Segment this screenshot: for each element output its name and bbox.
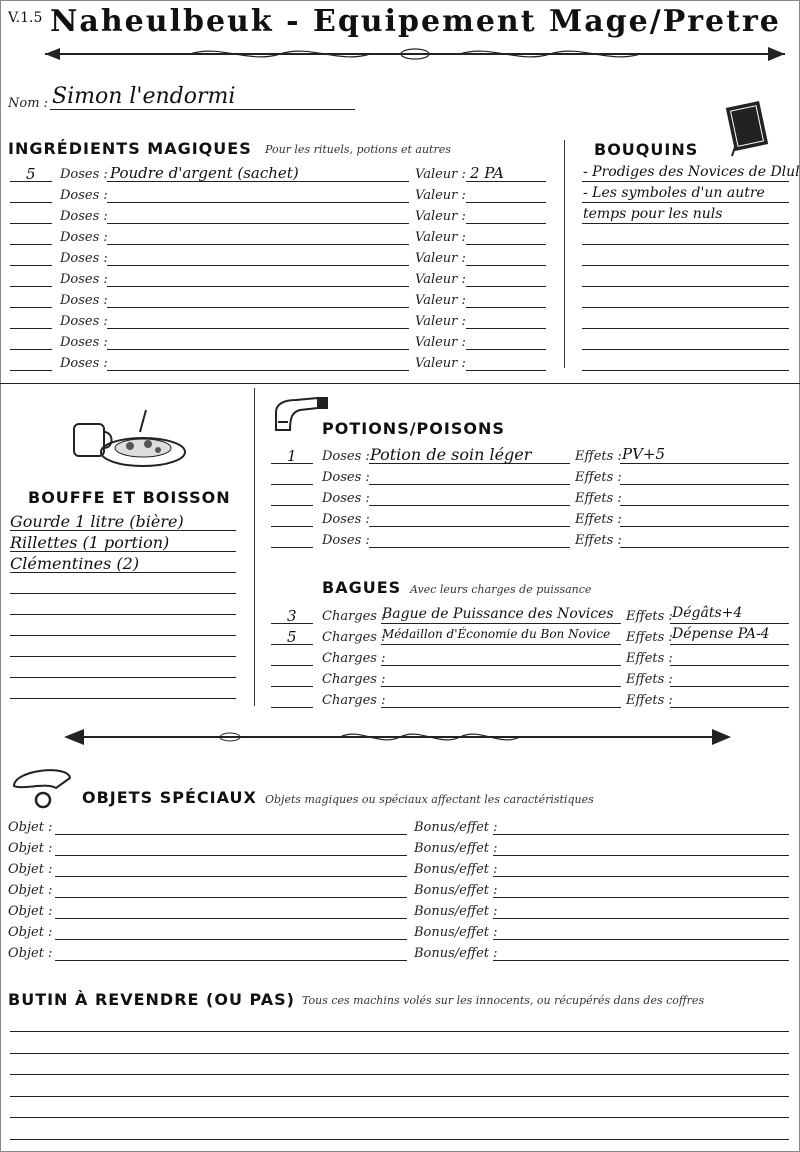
doses-label: Doses : [60, 335, 108, 350]
food-line [10, 614, 236, 615]
objet-line [55, 960, 407, 961]
objet-label: Objet : [8, 862, 53, 877]
valeur-line [466, 328, 546, 329]
doses-label: Doses : [322, 512, 370, 527]
food-heading: BOUFFE ET BOISSON [28, 488, 231, 507]
valeur-value[interactable]: 2 PA [470, 164, 504, 182]
charges-label: Charges : [322, 630, 386, 645]
ingredient-name-line [107, 307, 409, 308]
bague-effect-line [670, 707, 789, 708]
bouquin-line [582, 370, 789, 371]
effets-label: Effets : [626, 609, 673, 624]
food-line [10, 593, 236, 594]
bouquin-line [582, 244, 789, 245]
valeur-line [466, 286, 546, 287]
butin-line [10, 1074, 789, 1075]
bague-charges-line [271, 665, 313, 666]
butin-heading: BUTIN À REVENDRE (OU PAS) [8, 990, 295, 1009]
potion-name-line [369, 505, 570, 506]
food-entry[interactable]: Clémentines (2) [10, 554, 140, 573]
doses-label: Doses : [60, 356, 108, 371]
charges-label: Charges : [322, 609, 386, 624]
valeur-line [466, 370, 546, 371]
bouquin-line [582, 286, 789, 287]
charges-label: Charges : [322, 693, 386, 708]
doses-label: Doses : [60, 314, 108, 329]
bonus-line [493, 960, 789, 961]
doses-label: Doses : [322, 470, 370, 485]
objet-label: Objet : [8, 925, 53, 940]
effets-label: Effets : [575, 512, 622, 527]
objet-line [55, 897, 407, 898]
effets-label: Effets : [575, 533, 622, 548]
doses-qty-line [10, 349, 52, 350]
doses-label: Doses : [60, 293, 108, 308]
bague-charges-value[interactable]: 3 [287, 607, 297, 625]
charges-label: Charges : [322, 651, 386, 666]
ingredient-name-line [107, 349, 409, 350]
valeur-label: Valeur : [415, 230, 466, 245]
valeur-line [466, 307, 546, 308]
bague-effect-value[interactable]: Dégâts+4 [672, 605, 743, 621]
bague-name-line [381, 665, 621, 666]
bague-effect-line [670, 623, 789, 624]
doses-qty-line [10, 244, 52, 245]
bague-effect-value[interactable]: Dépense PA-4 [672, 626, 770, 642]
bonus-label: Bonus/effet : [414, 883, 498, 898]
potion-effect-line [620, 505, 789, 506]
effets-label: Effets : [626, 651, 673, 666]
potion-effect-line [620, 484, 789, 485]
doses-label: Doses : [60, 272, 108, 287]
butin-line [10, 1096, 789, 1097]
bonus-line [493, 939, 789, 940]
bonus-label: Bonus/effet : [414, 925, 498, 940]
bouquin-line [582, 307, 789, 308]
bague-name-line [381, 686, 621, 687]
butin-line [10, 1139, 789, 1140]
doses-label: Doses : [60, 167, 108, 182]
doses-qty-line [10, 328, 52, 329]
name-label: Nom : [8, 96, 49, 111]
objets-heading: OBJETS SPÉCIAUX [82, 788, 257, 807]
doses-label: Doses : [60, 230, 108, 245]
doses-label: Doses : [60, 188, 108, 203]
bague-charges-value[interactable]: 5 [287, 628, 297, 646]
doses-qty-line [10, 202, 52, 203]
name-line [50, 109, 355, 110]
bouquin-line [582, 349, 789, 350]
bague-effect-line [670, 686, 789, 687]
bouquin-line [582, 202, 789, 203]
ingredient-name-line [107, 286, 409, 287]
valeur-label: Valeur : [415, 251, 466, 266]
bonus-line [493, 834, 789, 835]
bonus-line [493, 876, 789, 877]
valeur-label: Valeur : [415, 356, 466, 371]
valeur-line [466, 349, 546, 350]
doses-qty-line [10, 370, 52, 371]
potion-qty-line [271, 505, 313, 506]
bagues-heading: BAGUES [322, 578, 402, 597]
objet-line [55, 918, 407, 919]
bonus-label: Bonus/effet : [414, 946, 498, 961]
potion-effect-line [620, 547, 789, 548]
objet-line [55, 855, 407, 856]
doses-label: Doses : [60, 209, 108, 224]
valeur-label: Valeur : [415, 335, 466, 350]
doses-label: Doses : [322, 491, 370, 506]
objet-label: Objet : [8, 820, 53, 835]
objet-line [55, 876, 407, 877]
bague-name-line [381, 644, 621, 645]
doses-label: Doses : [322, 449, 370, 464]
book-icon [722, 98, 772, 158]
bague-name-value[interactable]: Médaillon d'Économie du Bon Novice [382, 627, 611, 641]
effets-label: Effets : [575, 491, 622, 506]
valeur-label: Valeur : [415, 314, 466, 329]
effets-label: Effets : [626, 693, 673, 708]
objet-label: Objet : [8, 946, 53, 961]
potion-effect-line [620, 526, 789, 527]
doses-label: Doses : [60, 251, 108, 266]
doses-qty-line [10, 223, 52, 224]
ingredients-subtitle: Pour les rituels, potions et autres [265, 143, 451, 156]
bague-name-line [381, 707, 621, 708]
objet-line [55, 834, 407, 835]
potion-effect-line [620, 463, 789, 464]
bouquins-divider [564, 140, 565, 368]
scroll-ring-icon [8, 760, 78, 810]
bouquin-entry[interactable]: - Les symboles d'un autre [583, 185, 765, 201]
bonus-label: Bonus/effet : [414, 862, 498, 877]
bonus-line [493, 855, 789, 856]
ingredient-name-line [107, 244, 409, 245]
bonus-line [493, 897, 789, 898]
charges-label: Charges : [322, 672, 386, 687]
bonus-label: Bonus/effet : [414, 841, 498, 856]
bouquin-line [582, 265, 789, 266]
valeur-line [466, 202, 546, 203]
ingredients-heading: INGRÉDIENTS MAGIQUES [8, 139, 252, 158]
bague-name-line [381, 623, 621, 624]
potion-name-line [369, 547, 570, 548]
name-value[interactable]: Simon l'endormi [52, 84, 236, 109]
page-title: Naheulbeuk - Equipement Mage/Pretre [50, 4, 781, 39]
bonus-label: Bonus/effet : [414, 820, 498, 835]
potion-qty-line [271, 484, 313, 485]
food-plate-icon [68, 402, 188, 472]
objet-line [55, 939, 407, 940]
valeur-line [466, 244, 546, 245]
objet-label: Objet : [8, 841, 53, 856]
bouquins-heading: BOUQUINS [594, 140, 699, 159]
effets-label: Effets : [575, 449, 622, 464]
effets-label: Effets : [575, 470, 622, 485]
bouquin-line [582, 181, 789, 182]
valeur-label: Valeur : [415, 293, 466, 308]
potion-qty-value[interactable]: 1 [287, 447, 297, 465]
potion-name-line [369, 526, 570, 527]
butin-subtitle: Tous ces machins volés sur les innocents, ou récupérés dans des coffres [302, 994, 705, 1007]
potion-name-value[interactable]: Potion de soin léger [370, 445, 532, 464]
objet-label: Objet : [8, 904, 53, 919]
butin-line [10, 1053, 789, 1054]
potion-name-line [369, 484, 570, 485]
center-divider [254, 388, 255, 706]
bouquin-line [582, 223, 789, 224]
bague-effect-line [670, 644, 789, 645]
butin-line [10, 1117, 789, 1118]
staff-ornament-top [40, 42, 790, 66]
doses-qty-value[interactable]: 5 [26, 165, 36, 183]
ingredient-name-value[interactable]: Poudre d'argent (sachet) [110, 164, 299, 182]
potion-effect-value[interactable]: PV+5 [622, 445, 666, 463]
bague-charges-line [271, 686, 313, 687]
bonus-line [493, 918, 789, 919]
bouquin-line [582, 328, 789, 329]
ingredient-name-line [107, 265, 409, 266]
version-label: V.1.5 [8, 10, 43, 26]
doses-label: Doses : [322, 533, 370, 548]
bague-charges-line [271, 707, 313, 708]
food-line [10, 677, 236, 678]
doses-qty-line [10, 286, 52, 287]
staff-ornament-middle [60, 724, 735, 750]
section-separator [0, 383, 800, 384]
food-entry[interactable]: Gourde 1 litre (bière) [10, 512, 184, 531]
effets-label: Effets : [626, 630, 673, 645]
bagues-subtitle: Avec leurs charges de puissance [410, 583, 592, 596]
valeur-label: Valeur : [415, 188, 466, 203]
potions-heading: POTIONS/POISONS [322, 419, 505, 438]
ingredient-name-line [107, 370, 409, 371]
ingredient-name-line [107, 202, 409, 203]
valeur-label: Valeur : [415, 272, 466, 287]
effets-label: Effets : [626, 672, 673, 687]
butin-line [10, 1031, 789, 1032]
food-line [10, 656, 236, 657]
food-entry[interactable]: Rillettes (1 portion) [10, 533, 170, 552]
valeur-line [466, 223, 546, 224]
food-line [10, 698, 236, 699]
ingredient-name-line [107, 223, 409, 224]
potion-qty-line [271, 526, 313, 527]
valeur-label: Valeur : [415, 167, 466, 182]
bague-name-value[interactable]: Bague de Puissance des Novices [382, 606, 614, 622]
doses-qty-line [10, 265, 52, 266]
ingredient-name-line [107, 328, 409, 329]
valeur-line [466, 265, 546, 266]
bouquin-entry[interactable]: - Prodiges des Novices de Dlul [583, 164, 800, 180]
bague-effect-line [670, 665, 789, 666]
bouquin-entry[interactable]: temps pour les nuls [583, 206, 723, 222]
potion-qty-line [271, 547, 313, 548]
valeur-label: Valeur : [415, 209, 466, 224]
food-line [10, 635, 236, 636]
objets-subtitle: Objets magiques ou spéciaux affectant les caractéristiques [265, 793, 594, 806]
bonus-label: Bonus/effet : [414, 904, 498, 919]
objet-label: Objet : [8, 883, 53, 898]
doses-qty-line [10, 307, 52, 308]
